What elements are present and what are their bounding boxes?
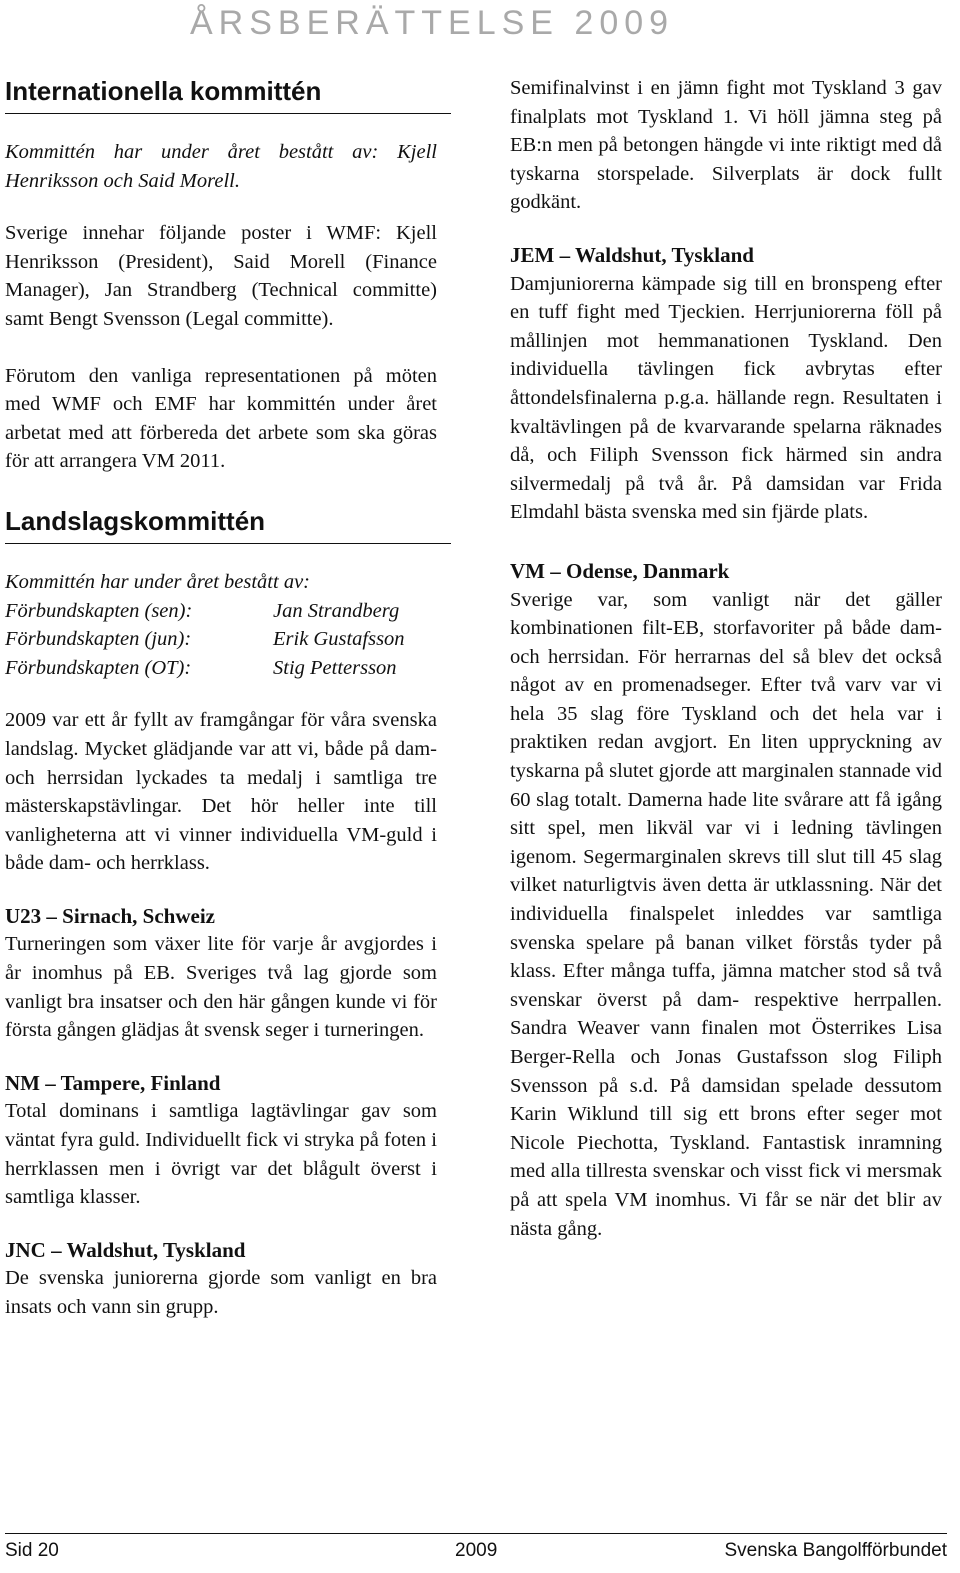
nm-block: [5, 1069, 437, 1212]
intl-members-paragraph: Kommittén har under året bestått av: Kjell Henriksson och Said Morell.: [5, 141, 437, 192]
member-role: Förbundskapten (jun):: [5, 628, 192, 651]
member-role: Förbundskapten (OT):: [5, 656, 192, 679]
right-column: [510, 74, 942, 1243]
jem-block: [510, 241, 942, 527]
member-name: Erik Gustafsson: [273, 628, 405, 651]
member-row: [5, 654, 437, 683]
footer-page-number: Sid 20: [5, 1540, 59, 1561]
left-column: [5, 74, 437, 1322]
members-list: [5, 597, 437, 683]
lands-intro: Kommittén har under året bestått av:: [5, 570, 310, 593]
nm-text: Total dominans i samtliga lagtävlingar gav som väntat fyra guld. Individuellt fick vi stryka på foten i herrklassen men i övrigt var det blågult överst i samtliga klasser.: [5, 1100, 437, 1209]
jnc-block: [5, 1236, 437, 1322]
jnc-text: De svenska juniorerna gjorde som vanligt en bra insats och vann sin grupp.: [5, 1267, 437, 1318]
member-row: [5, 625, 437, 654]
lands-summary-paragraph: 2009 var ett år fyllt av framgångar för våra svenska landslag. Mycket glädjande var att vi, både på dam- och herrsidan lyckades ta medalj i samtliga tre mästerskapstävlingar. Det hör heller inte till vanligheterna att vi vinner individuella VM-guld i både dam- och herrklass.: [5, 709, 437, 875]
member-row: [5, 597, 437, 626]
member-name: Jan Strandberg: [273, 599, 400, 622]
u23-heading: U23 – Sirnach, Schweiz: [5, 903, 215, 928]
u23-block: [5, 902, 437, 1045]
section-title-internationella: Internationella kommittén: [5, 74, 451, 114]
member-role: Förbundskapten (sen):: [5, 599, 193, 622]
jem-heading: JEM – Waldshut, Tyskland: [510, 242, 754, 267]
vm-block: [510, 557, 942, 1243]
section-title-landslag: Landslagskommittén: [5, 504, 451, 544]
page-footer: [5, 1533, 947, 1566]
jnc-heading: JNC – Waldshut, Tyskland: [5, 1237, 246, 1262]
u23-text: Turneringen som växer lite för varje år avgjordes i år inomhus på EB. Sveriges två lag gjorde som vanligt bra insatser och den här gången kunde vi för första gången glädjas åt svensk seger i turneringen.: [5, 933, 437, 1042]
intl-wmf-paragraph: Sverige innehar följande poster i WMF: Kjell Henriksson (President), Said Morell (Finance Manager), Jan Strandberg (Technical committe) samt Bengt Svensson (Legal committe).: [5, 222, 437, 330]
footer-organization: Svenska Bangolfförbundet: [724, 1540, 947, 1561]
running-head: ÅRSBERÄTTELSE 2009: [190, 4, 675, 42]
nm-heading: NM – Tampere, Finland: [5, 1070, 221, 1095]
jnc-continued-paragraph: Semifinalvinst i en jämn fight mot Tyskland 3 gav finalplats mot Tyskland 1. Vi höll jämna steg på EB:n men på betongen hängde vi inte riktigt med då tyskarna storspelade. Silverplats är dock fullt godkänt.: [510, 77, 942, 214]
member-name: Stig Pettersson: [273, 656, 397, 679]
intl-work-paragraph: Förutom den vanliga representationen på möten med WMF och EMF har kommittén under året arbetat med att förbereda det arbete som ska göras för att arrangera VM 2011.: [5, 364, 437, 473]
vm-heading: VM – Odense, Danmark: [510, 558, 730, 583]
jem-text: Damjuniorerna kämpade sig till en bronspeng efter en tuff fight med Tjeckien. Herrjuniorerna föll på mållinjen mot hemmanationen Tyskland. Den individuella tävlingen fick avbrytas efter åttondelsfinalerna p.g.a. hällande regn. Resultaten i kvaltävlingen på de kvarvarande spelarna räknades då, och Filiph Svensson fick härmed sin andra silvermedalj på två år. På damsidan var Frida Elmdahl bästa svenska med sin fjärde plats.: [510, 272, 942, 524]
vm-text: Sverige var, som vanligt när det gäller kombinationen filt-EB, storfavoriter på både dam- och herrsidan. För herrarnas del så blev det också något av en promenadseger. Efter två varv var vi hela 35 slag före Tyskland och det hela var i praktiken redan avgjort. En liten uppryckning av tyskarna på slutet gjorde att marginalen stannade vid 60 slag totalt. Damerna hade lite svårare att få igång sitt spel, men likväl var vi i ledning tävlingen igenom. Segermarginalen skrevs till slut till 45 slag vilket naturligtvis även detta är utklassning. När det individuella finalspelet inleddes var samtliga svenska spelare på banan vilket förstås tyder på klass. Efter många tuffa, jämna matcher stod så två svenskar överst på dam- respektive herrpallen. Sandra Weaver vann finalen mot Österrikes Lisa Berger-Rella och Jonas Gustafsson slog Filiph Svensson på s.d. På damsidan spelade dessutom Karin Wiklund till sig ett brons efter seger mot Nicole Piechotta, Tyskland. Fantastisk inramning med alla tillresta svenskar och visst fick vi mersmak på att spela VM inomhus. Vi får se när det blir av nästa gång.: [510, 588, 942, 1240]
footer-year: 2009: [455, 1540, 498, 1561]
